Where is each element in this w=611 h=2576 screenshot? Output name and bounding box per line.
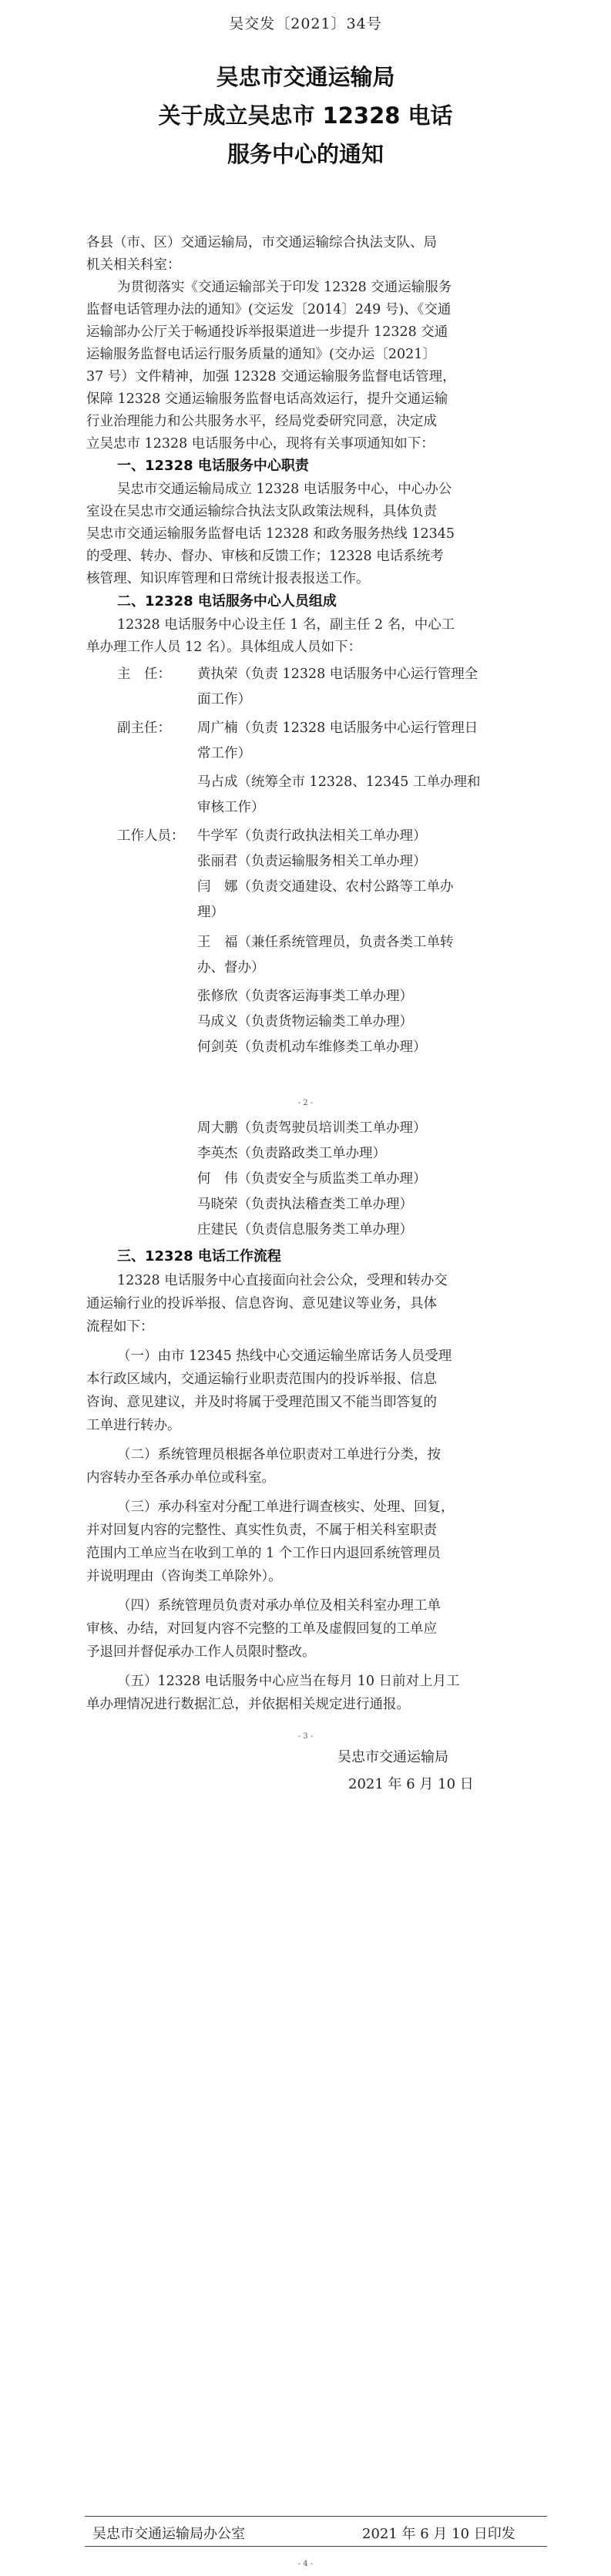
signature-date: 2021 年 6 月 10 日 [348,1776,474,1792]
section-3-line: 本行政区域内，交通运输行业职责范围内的投诉举报、信息 [86,1372,437,1387]
section-3-line: 工单进行转办。 [86,1418,181,1433]
salutation-line: 各县（市、区）交通运输局，市交通运输综合执法支队、局 [86,235,437,250]
director-entry: 黄执荣（负责 12328 电话服务中心运行管理全 [197,667,478,682]
staff-entry: 庄建民（负责信息服务类工单办理） [197,1222,413,1238]
intro-line: 保障 12328 交通运输服务监督电话高效运行，提升交通运输 [86,391,448,407]
staff-entry: 何剑英（负责机动车维修类工单办理） [197,1039,427,1055]
director-entry: 面工作） [197,692,251,707]
section-3-line: 范围内工单应当在收到工单的 1 个工作日内退回系统管理员 [86,1546,441,1561]
title-line-2: 关于成立吴忠市 12328 电话 [158,102,453,129]
footer-bottom-rule [85,2546,547,2547]
staff-entry: 理） [197,905,224,920]
section-3-line: 并说明理由（咨询类工单除外）。 [86,1569,282,1584]
section-1-line: 室设在吴忠市交通运输综合执法支队政策法规科，具体负责 [86,504,437,519]
section-1-line: 的受理、转办、督办、审核和反馈工作；12328 电话系统考 [86,549,444,564]
staff-entry: 牛学军（负责行政执法相关工单办理） [197,828,427,844]
section-3-line: 流程如下： [86,1319,154,1335]
section-3-line: 通运输行业的投诉举报、信息咨询、意见建议等业务，具体 [86,1296,437,1312]
section-3-line: （五）12328 电话服务中心应当在每月 10 日前对上月工 [117,1674,460,1689]
section-3-line: （三）承办科室对分配工单进行调查核实、处理、回复， [117,1500,455,1515]
section-3-line: 单办理情况进行数据汇总，并依据相关规定进行通报。 [86,1697,410,1712]
intro-line: 为贯彻落实《交通运输部关于印发 12328 交通运输服务 [117,280,452,295]
intro-line: 行业治理能力和公共服务水平，经局党委研究同意，决定成 [86,414,437,429]
page-marker: - 2 - [297,1099,314,1107]
deputy-entry: 马占成（统筹全市 12328、12345 工单办理和 [197,774,481,790]
section-1-line: 吴忠市交通运输服务监督电话 12328 和政务服务热线 12345 [86,526,455,542]
section-3-line: 审核、办结，对回复内容不完整的工单及虚假回复的工单应 [86,1621,437,1637]
staff-entry: 何 伟（负责安全与质监类工单办理） [197,1171,427,1187]
section-3-line: 予退回并督促承办工作人员限时整改。 [86,1644,316,1660]
page-marker: - 4 - [297,2560,314,2568]
deputy-label: 副主任： [117,720,171,736]
section-1-heading: 一、12328 电话服务中心职责 [117,458,309,474]
staff-entry: 周大鹏（负责驾驶员培训类工单办理） [197,1120,427,1136]
staff-entry: 李英杰（负责路政类工单办理） [197,1146,386,1161]
title-line-3: 服务中心的通知 [227,141,384,167]
staff-entry: 马成义（负责货物运输类工单办理） [197,1014,413,1029]
deputy-entry: 周广楠（负责 12328 电话服务中心运行管理日 [197,720,478,736]
footer-issuer: 吴忠市交通运输局办公室 [92,2526,245,2542]
section-3-line: 内容转办至各承办单位或科室。 [86,1470,275,1486]
intro-line: 监督电话管理办法的通知》(交运发〔2014〕249 号)、《交通 [86,302,452,317]
section-2-heading: 二、12328 电话服务中心人员组成 [117,593,337,610]
salutation-line: 机关相关科室： [86,257,181,273]
section-2-line: 单办理工作人员 12 名）。具体组成人员如下： [86,640,362,655]
staff-entry: 张丽君（负责运输服务相关工单办理） [197,854,427,869]
section-3-heading: 三、12328 电话工作流程 [117,1248,281,1264]
staff-entry: 张修欣（负责客运海事类工单办理） [197,989,413,1004]
document-number: 吴交发〔2021〕34号 [229,15,382,32]
page-marker: - 3 - [297,1732,314,1741]
staff-entry: 办、督办） [197,960,265,976]
section-1-line: 核管理、知识库管理和日常统计报表报送工作。 [86,571,370,586]
signature-org: 吴忠市交通运输局 [337,1749,448,1765]
footer-top-rule [85,2516,547,2517]
section-3-line: （二）系统管理员根据各单位职责对工单进行分类，按 [117,1447,441,1463]
section-3-line: 12328 电话服务中心直接面向社会公众，受理和转办交 [117,1273,448,1288]
intro-line: 运输服务监督电话运行服务质量的通知》(交办运〔2021〕 [86,347,436,362]
section-1-line: 吴忠市交通运输局成立 12328 电话服务中心，中心办公 [117,482,452,497]
section-3-line: 咨询、意见建议，并及时将属于受理范围又不能当即答复的 [86,1395,437,1410]
director-label: 主 任： [117,667,171,682]
staff-label: 工作人员： [117,828,185,844]
staff-entry: 王 福（兼任系统管理员，负责各类工单转 [197,935,454,950]
staff-entry: 闫 娜（负责交通建设、农村公路等工单办 [197,879,454,895]
staff-entry: 马晓荣（负责执法稽查类工单办理） [197,1197,413,1212]
deputy-entry: 常工作） [197,746,251,761]
intro-line: 立吴忠市 12328 电话服务中心，现将有关事项通知如下： [86,436,435,452]
section-3-line: 并对回复内容的完整性、真实性负责，不属于相关科室职责 [86,1523,437,1538]
section-3-line: （一）由市 12345 热线中心交通运输坐席话务人员受理 [117,1348,452,1364]
deputy-entry: 审核工作） [197,800,265,815]
footer-print-date: 2021 年 6 月 10 日印发 [362,2526,515,2542]
intro-line: 运输部办公厅关于畅通投诉举报渠道进一步提升 12328 交通 [86,324,448,340]
section-3-line: （四）系统管理员负责对承办单位及相关科室办理工单 [117,1598,441,1614]
intro-line: 37 号）文件精神，加强 12328 交通运输服务监督电话管理， [86,369,456,385]
title-line-1: 吴忠市交通运输局 [216,64,395,90]
section-2-line: 12328 电话服务中心设主任 1 名，副主任 2 名，中心工 [117,617,455,633]
